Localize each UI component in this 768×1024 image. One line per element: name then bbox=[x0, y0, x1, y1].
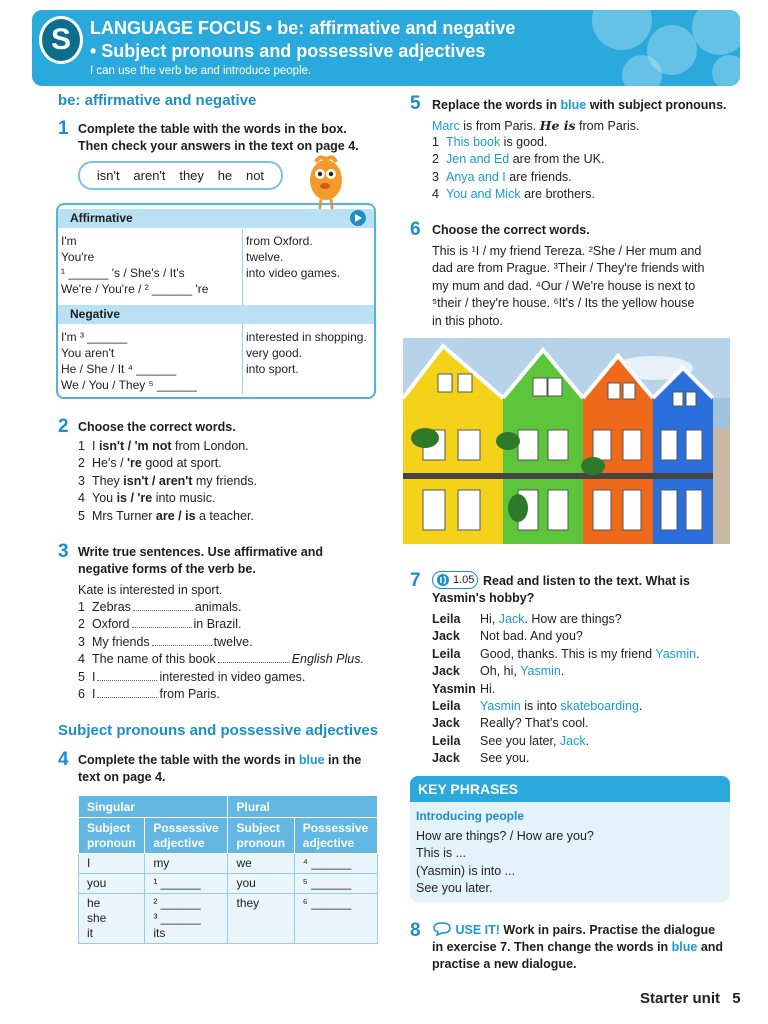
exercise-6-line: This is ¹I / my friend Tereza. ²She / Her mum and bbox=[432, 244, 702, 258]
dialogue-speaker: Leila bbox=[432, 733, 461, 748]
banner-title-line2: • Subject pronouns and possessive adjectives bbox=[90, 41, 486, 61]
exercise-6-text bbox=[432, 243, 704, 330]
dialogue-speaker: Jack bbox=[432, 751, 460, 766]
pronoun-cell: ² ______ ³ ______ its bbox=[145, 894, 228, 944]
affirmative-label: Affirmative bbox=[70, 211, 133, 225]
exercise-2-item: 2 He's / 're good at sport. bbox=[78, 456, 222, 471]
section-heading-be: be: affirmative and negative bbox=[58, 92, 257, 109]
pronoun-cell: ⁶ ______ bbox=[294, 894, 377, 944]
pronoun-table bbox=[78, 795, 378, 952]
exercise-1-instruction-line2: Then check your answers in the text on page 4. bbox=[78, 139, 359, 153]
dialogue-speaker: Yasmin bbox=[432, 681, 476, 696]
speech-bubble-icon bbox=[432, 922, 452, 936]
use-it-label: USE IT! bbox=[455, 923, 500, 937]
exercise-7-instruction-line2: Yasmin's hobby? bbox=[432, 591, 535, 605]
dialogue-line: Good, thanks. This is my friend Yasmin. bbox=[480, 646, 700, 661]
exercise-3-item: 5 I interested in video games. bbox=[78, 669, 306, 684]
exercise-1-instruction-line1: Complete the table with the words in the box. bbox=[78, 122, 347, 136]
singular-header: Singular bbox=[79, 796, 228, 818]
pronoun-cell: you bbox=[228, 874, 294, 894]
aff-right-cell: twelve. bbox=[246, 250, 284, 264]
key-phrase: See you later. bbox=[416, 881, 493, 896]
col-header: Possessive adjective bbox=[145, 818, 228, 854]
negative-label: Negative bbox=[70, 307, 121, 321]
key-phrase: (Yasmin) is into ... bbox=[416, 863, 516, 878]
aff-left-cell: I'm bbox=[61, 234, 77, 248]
exercise-3-item: 6 I from Paris. bbox=[78, 687, 220, 702]
section-heading-pronouns: Subject pronouns and possessive adjectives bbox=[58, 722, 379, 739]
answer-blank[interactable] bbox=[97, 670, 157, 681]
exercise-2-items bbox=[78, 438, 257, 525]
audio-track-button[interactable] bbox=[432, 571, 478, 589]
plural-header: Plural bbox=[228, 796, 378, 818]
exercise-5-item: 1 This book is good. bbox=[432, 135, 548, 149]
col-header: Possessive adjective bbox=[294, 818, 377, 854]
pronoun-row bbox=[79, 854, 378, 874]
exercise-4-number: 4 bbox=[58, 749, 69, 770]
dialogue-line: Hi, Jack. How are things? bbox=[480, 612, 622, 626]
dialogue-line: Oh, hi, Yasmin. bbox=[480, 664, 565, 679]
word-box-item: not bbox=[245, 168, 265, 183]
answer-blank[interactable] bbox=[133, 600, 193, 611]
key-phrases-box bbox=[410, 776, 730, 902]
exercise-8-number: 8 bbox=[410, 920, 421, 941]
section-badge: S bbox=[39, 16, 83, 64]
pronoun-cell: ¹ ______ bbox=[145, 874, 228, 894]
dialogue-speaker: Jack bbox=[432, 664, 460, 679]
exercise-3-instruction-line2: negative forms of the verb be. bbox=[78, 562, 256, 576]
exercise-5-item: 3 Anya and I are friends. bbox=[432, 169, 572, 184]
be-table bbox=[56, 203, 376, 399]
word-box-item: he bbox=[217, 168, 233, 183]
exercise-2-item: 4 You is / 're into music. bbox=[78, 491, 216, 506]
aff-right-cell: into video games. bbox=[246, 266, 341, 280]
exercise-5-item: 4 You and Mick are brothers. bbox=[432, 187, 595, 202]
dialogue-speaker: Leila bbox=[432, 699, 461, 713]
neg-left-cell: I'm ³ ______ bbox=[61, 330, 128, 344]
neg-left-cell: He / She / It ⁴ ______ bbox=[61, 362, 177, 376]
houses-photo bbox=[403, 338, 730, 544]
exercise-4-instruction-line1: Complete the table with the words in blue in the bbox=[78, 753, 362, 767]
pronoun-cell: they bbox=[228, 894, 294, 944]
exercise-3-item: 1 Zebras animals. bbox=[78, 600, 242, 614]
exercise-7-instruction-line1: Read and listen to the text. What is bbox=[483, 574, 690, 588]
answer-blank[interactable] bbox=[218, 652, 290, 663]
key-phrase: How are things? / How are you? bbox=[416, 829, 594, 843]
page-footer bbox=[640, 990, 741, 1007]
answer-blank[interactable] bbox=[97, 687, 157, 698]
exercise-8-instruction-line1: USE IT! Work in pairs. Practise the dialogue bbox=[432, 922, 715, 939]
exercise-6-line: my mum and dad. ⁴Our / We're house is next to bbox=[432, 278, 696, 293]
exercise-6-instruction: Choose the correct words. bbox=[432, 223, 590, 237]
exercise-5-example: Marc is from Paris. He is from Paris. bbox=[432, 118, 640, 133]
exercise-6-number: 6 bbox=[410, 219, 421, 240]
aff-left-cell: ¹ ______ 's / She's / It's bbox=[61, 266, 185, 280]
exercise-4-instruction-line2: text on page 4. bbox=[78, 770, 166, 784]
exercise-1-number: 1 bbox=[58, 118, 69, 139]
answer-blank[interactable] bbox=[152, 635, 212, 646]
word-box-item: isn't bbox=[96, 168, 120, 183]
exercise-3-item: 4 The name of this book English Plus. bbox=[78, 652, 364, 667]
col-header: Subject pronoun bbox=[79, 818, 145, 854]
dialogue-line: See you. bbox=[480, 751, 530, 766]
exercise-2-item: 1 I isn't / 'm not from London. bbox=[78, 439, 249, 453]
neg-right-cell: into sport. bbox=[246, 362, 299, 376]
aff-right-cell: from Oxford. bbox=[246, 234, 313, 248]
key-phrase: This is ... bbox=[416, 846, 467, 861]
negative-header bbox=[58, 305, 374, 324]
dialogue-line: Not bad. And you? bbox=[480, 629, 583, 644]
pronoun-cell: he she it bbox=[79, 894, 145, 944]
exercise-6-line: ⁵their / they're house. ⁶It's / Its the yellow house bbox=[432, 296, 695, 311]
banner-title-line1: LANGUAGE FOCUS • be: affirmative and negative bbox=[90, 18, 516, 38]
affirmative-header bbox=[58, 209, 374, 228]
neg-left-cell: We / You / They ⁵ ______ bbox=[61, 378, 197, 392]
exercise-8-instruction-line3: practise a new dialogue. bbox=[432, 957, 577, 971]
exercise-2-item: 5 Mrs Turner are / is a teacher. bbox=[78, 508, 254, 523]
audio-icon bbox=[436, 573, 450, 587]
page-number: 5 bbox=[732, 990, 741, 1007]
dialogue-speaker: Jack bbox=[432, 629, 460, 644]
exercise-5-number: 5 bbox=[410, 93, 421, 114]
aff-left-cell: We're / You're / ² ______ 're bbox=[61, 282, 209, 296]
word-box-item: aren't bbox=[133, 168, 166, 183]
dialogue-speaker: Leila bbox=[432, 612, 461, 626]
exercise-3-example: Kate is interested in sport. bbox=[78, 583, 223, 597]
exercise-2-instruction: Choose the correct words. bbox=[78, 420, 236, 434]
dialogue-line: See you later, Jack. bbox=[480, 733, 590, 748]
neg-right-cell: interested in shopping. bbox=[246, 330, 367, 344]
col-header: Subject pronoun bbox=[228, 818, 294, 854]
exercise-3-instruction-line1: Write true sentences. Use affirmative and bbox=[78, 545, 323, 559]
pronoun-cell: ⁵ ______ bbox=[294, 874, 377, 894]
exercise-7-number: 7 bbox=[410, 570, 421, 591]
exercise-6-line: in this photo. bbox=[432, 313, 503, 328]
pronoun-row bbox=[79, 874, 378, 894]
key-phrases-title: KEY PHRASES bbox=[410, 776, 730, 802]
banner-subtitle: I can use the verb be and introduce people. bbox=[90, 65, 312, 77]
dialogue-line: Yasmin is into skateboarding. bbox=[480, 699, 643, 713]
exercise-5-items bbox=[432, 134, 604, 204]
exercise-3-item: 3 My friends twelve. bbox=[78, 634, 253, 649]
exercise-2-item: 3 They isn't / aren't my friends. bbox=[78, 473, 258, 488]
exercise-3-items bbox=[78, 599, 364, 703]
exercise-5-item: 2 Jen and Ed are from the UK. bbox=[432, 152, 605, 167]
dialogue-line: Really? That's cool. bbox=[480, 716, 589, 731]
pronoun-cell: we bbox=[228, 854, 294, 874]
dialogue-line: Hi. bbox=[480, 681, 496, 696]
pronoun-row bbox=[79, 894, 378, 944]
exercise-3-number: 3 bbox=[58, 541, 69, 562]
dialogue-speaker: Leila bbox=[432, 646, 461, 661]
answer-blank[interactable] bbox=[132, 617, 192, 628]
dialogue-speaker: Jack bbox=[432, 716, 460, 731]
play-icon bbox=[348, 209, 370, 229]
exercise-8-instruction-line2: in exercise 7. Then change the words in blue and bbox=[432, 940, 724, 954]
audio-track-label: 1.05 bbox=[453, 574, 475, 586]
unit-label: Starter unit bbox=[640, 990, 721, 1007]
aff-left-cell: You're bbox=[61, 250, 95, 264]
word-box-item: they bbox=[179, 168, 204, 183]
word-box bbox=[78, 161, 283, 190]
exercise-2-number: 2 bbox=[58, 416, 69, 437]
pronoun-cell: my bbox=[145, 854, 228, 874]
exercise-6-line: dad are from Prague. ³Their / They're friends with bbox=[432, 261, 705, 276]
pronoun-cell: ⁴ ______ bbox=[294, 854, 377, 874]
pronoun-cell: I bbox=[79, 854, 145, 874]
neg-right-cell: very good. bbox=[246, 346, 303, 360]
lesson-banner bbox=[32, 10, 740, 86]
pronoun-cell: you bbox=[79, 874, 145, 894]
exercise-3-item: 2 Oxford in Brazil. bbox=[78, 617, 242, 632]
key-phrases-subtitle: Introducing people bbox=[416, 809, 524, 823]
neg-left-cell: You aren't bbox=[61, 346, 115, 360]
exercise-5-instruction: Replace the words in blue with subject pronouns. bbox=[432, 98, 727, 112]
